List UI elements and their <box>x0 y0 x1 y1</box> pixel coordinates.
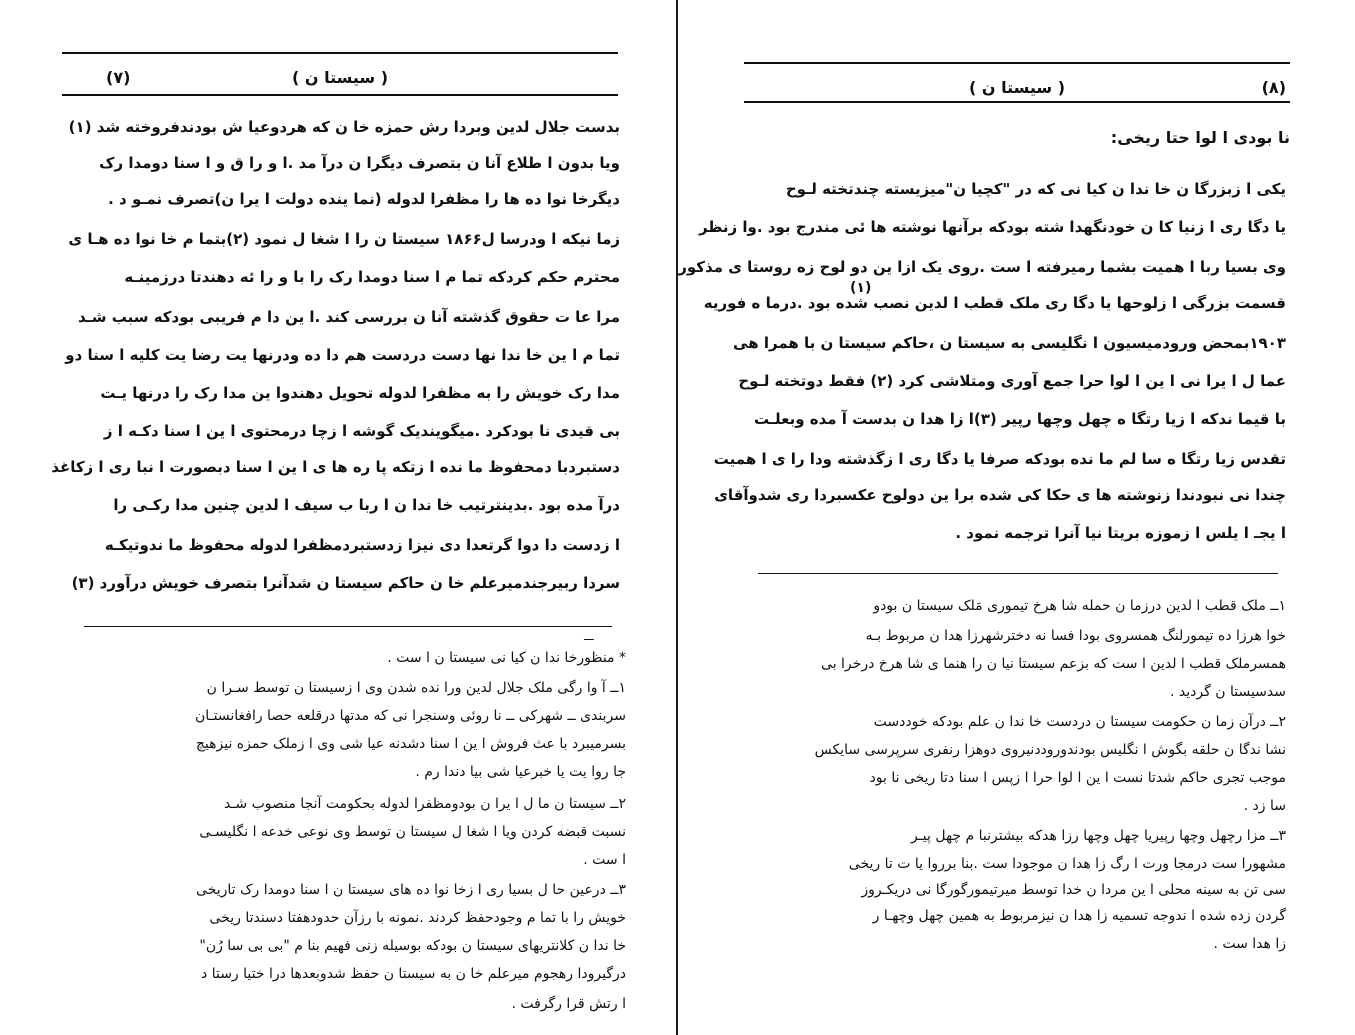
footnote-line: خا ندا ن کلانتریهای سیستا ن بودکه بوسیله زنی فهیم بنا م "بی بی سا رُن" <box>199 938 626 954</box>
footnote-line: موجب تجری حاکم شدتا نست ا ین ا لوا حرا ا زپس ا سنا دتا ریخی نا بود <box>869 770 1286 786</box>
header-top-rule <box>744 62 1290 64</box>
body-line: وی بسیا ربا ا همیت بشما رمیرفته ا ست .روی یک ازا ین دو لوح زه روستا ی مذکور <box>678 258 1286 276</box>
footnote-line: بسرمیبرد با عث فروش ا ین ا سنا دشدنه عیا شی وی ا زملک حمزه نیزهیچ <box>195 736 626 752</box>
footnote-separator <box>84 626 612 627</box>
right-page <box>678 0 1355 1035</box>
footnote-line: خویش را با تما م وجودحفظ کردند .نمونه با رزآن حدودهفتا دسندتا ریخی <box>209 910 626 926</box>
footnote-separator <box>758 573 1278 574</box>
left-page <box>0 0 676 1035</box>
footnote-line: زا هدا ست . <box>1213 936 1286 952</box>
page-header-title: ( سیستا ن ) <box>291 68 389 87</box>
body-line: زما نیکه ا ودرسا ل۱۸۶۶ سیستا ن را ا شغا ل نمود (۲)بتما م خا نوا ده هـا ی <box>68 230 620 248</box>
body-line: یکی ا زبزرگا ن خا ندا ن کیا نی که در "کچیا ن"میزیسته چندتخته لـوح <box>785 180 1286 198</box>
body-line: عما ل ا یرا نی ا ین ا لوا حرا جمع آوری ومتلاشی کرد (۲) فقط دوتخته لـوح <box>738 372 1286 390</box>
page-header-title: ( سیستا ن ) <box>968 78 1066 97</box>
footnote-line: ۳ــ درعین حا ل بسیا ری ا زخا نوا ده های سیستا ن ا سنا دومدا رک تاریخی <box>196 882 626 898</box>
footnote-line: مشهورا ست درمجا ورت ا رگ زا هدا ن موجودا ست .بنا برروا یا ت تا ریخی <box>848 856 1286 872</box>
section-heading: نا بودی ا لوا حتا ریخی: <box>1110 128 1290 147</box>
footnote-line: ا رتش قرا رگرفت . <box>511 996 626 1012</box>
footnote-line: سا زد . <box>1243 798 1286 814</box>
footnote-line: سدسیستا ن گردید . <box>1170 684 1286 700</box>
body-line: ا یجـ ا یلس ا زموزه بریتا نیا آنرا ترجمه نمود . <box>955 524 1286 542</box>
footnote-line: همسرملک قطب ا لدین ا ست که بزعم سیستا نیا ن را هنما ی شا هرخ درخرا بی <box>821 656 1286 672</box>
body-line: قسمت بزرگی ا زلوحها یا دگا ری ملک قطب ا لدین نصب شده بود .درما ه فوریه <box>703 294 1286 312</box>
footnote-line: نسبت قبضه کردن ویا ا شغا ل سیستا ن توسط وی نوعی خدعه ا نگلیسـی <box>199 824 626 840</box>
footnote-line: جا روا یت یا خبرعیا شی بیا دندا رم . <box>415 764 626 780</box>
page-number: (۸) <box>1261 78 1286 97</box>
footnote-line: ۲ــ درآن زما ن حکومت سیستا ن دردست خا ندا ن علم بودکه خوددست <box>873 714 1286 730</box>
body-line: ا زدست دا دوا گرتعدا دی نیزا زدستبردمظفرا لدوله محفوظ ما ندوتیکـه <box>104 536 620 554</box>
body-line: دیگرخا نوا ده ها را مظفرا لدوله (نما ینده دولت ا یرا ن)تصرف نمـو د . <box>108 190 620 208</box>
body-line: چندا نی نبودندا زنوشته ها ی حکا کی شده برا ین دولوح عکسبردا ری شدوآقای <box>714 486 1286 504</box>
footnote-line: درگیرودا رهجوم میرعلم خا ن به سیستا ن حفظ شدوبعدها درا ختیا رستا د <box>201 966 626 982</box>
page-header <box>62 66 618 90</box>
footnote-line: خوا هرزا ده تیمورلنگ همسروی بودا فسا نه دخترشهرزا هدا ن مربوط بـه <box>865 628 1286 644</box>
page-header <box>744 76 1290 100</box>
body-line: دستبردبا دمحفوظ ما نده ا زتکه پا ره ها ی ا ین ا سنا دبصورت ا نبا ری ا زکاغذ <box>51 458 620 476</box>
footnote-line: ۱ــ آ وا رگی ملک جلال لدین ورا نده شدن وی ا زسیستا ن توسط سـرا ن <box>206 680 626 696</box>
body-line: ویا بدون ا طلاع آنا ن بتصرف دیگرا ن درآ مد .ا و را ق و ا سنا دومدا رک <box>99 154 620 172</box>
footnote-line: سی تن به سینه محلی ا ین مردا ن خدا توسط میرتیمورگورگا نی دریکـروز <box>861 882 1286 898</box>
body-line: محترم حکم کردکه تما م ا سنا دومدا رک را با و را ئه دهندتا درزمینـه <box>124 268 620 286</box>
body-line: تما م ا ین خا ندا نها دست دردست هم دا ده ودرنها یت رضا یت کلیه ا سنا دو <box>65 346 620 364</box>
footnote-reference: (۱) <box>850 280 872 296</box>
header-bottom-rule <box>744 101 1290 103</box>
footnote-line: ۳ــ مزا رچهل وچها رپیریا چهل وچها رزا هدکه بیشترنبا م چهل پیـر <box>910 828 1286 844</box>
footnote-line: ۲ــ سیستا ن ما ل ا یرا ن بودومظفرا لدوله بحکومت آنجا منصوب شـد <box>223 796 626 812</box>
body-line: با قیما ندکه ا زیا رتگا ه چهل وچها رپیر (۳)ا زا هدا ن بدست آ مده وبعلـت <box>753 410 1286 428</box>
body-line: یا دگا ری ا زنیا کا ن خودنگهدا شته بودکه برآنها نوشته ها ئی مندرج بود .وا زنظر <box>698 218 1286 236</box>
footnote-line: نشا ندگا ن حلقه بگوش ا نگلیس بودندوروددنیروی دوهزا رنفری سرپرسی سایکس <box>814 742 1286 758</box>
body-line: مدا رک خویش را به مظفرا لدوله تحویل دهندوا ین مدا رک را درنها یـت <box>100 384 620 402</box>
body-line: سردا ربیرجندمیرعلم خا ن حاکم سیستا ن شدآنرا بتصرف خویش درآورد (۳) <box>71 574 620 592</box>
footnote-line: سربندی ــ شهرکی ــ نا روئی وسنجرا نی که مدتها درقلعه حصا رافغانستـان <box>194 708 626 724</box>
footnote-line: گردن زده شده ا ندوجه تسمیه زا هدا ن نیزمربوط به همین چهل وچهـا ر <box>872 908 1286 924</box>
footnote-mark: ـــ <box>584 630 594 643</box>
body-line: تقدس زیا رتگا ه سا لم ما نده بودکه صرفا یا دگا ری ا زگذشته ودا را ی ا همیت <box>713 450 1286 468</box>
body-line: ۱۹۰۳بمحض ورودمیسیون ا نگلیسی به سیستا ن ،حاکم سیستا ن با همرا هی <box>733 334 1286 352</box>
footnote-line: * منظورخا ندا ن کیا نی سیستا ن ا ست . <box>387 650 626 666</box>
footnote-line: ۱ــ ملک قطب ا لدین درزما ن حمله شا هرخ تیموری مَلک سیستا ن بودو <box>873 598 1286 614</box>
body-line: مرا عا ت حقوق گذشته آنا ن بررسی کند .ا ین دا م فریبی بودکه سبب شـد <box>77 308 620 326</box>
header-bottom-rule <box>62 94 618 96</box>
body-line: درآ مده بود .بدینترتیب خا ندا ن ا ربا ب سیف ا لدین چنین مدا رکـی را <box>113 496 620 514</box>
page-number: (۷) <box>106 68 131 87</box>
body-line: بدست جلال لدین وبردا رش حمزه خا ن که هردوعیا ش بودندفروخته شد (۱) <box>68 118 620 136</box>
header-top-rule <box>62 52 618 54</box>
body-line: بی قیدی نا بودکرد .میگویندیک گوشه ا زچا درمحتوی ا ین ا سنا دکـه ا ز <box>103 422 620 440</box>
footnote-line: ا ست . <box>583 852 626 868</box>
